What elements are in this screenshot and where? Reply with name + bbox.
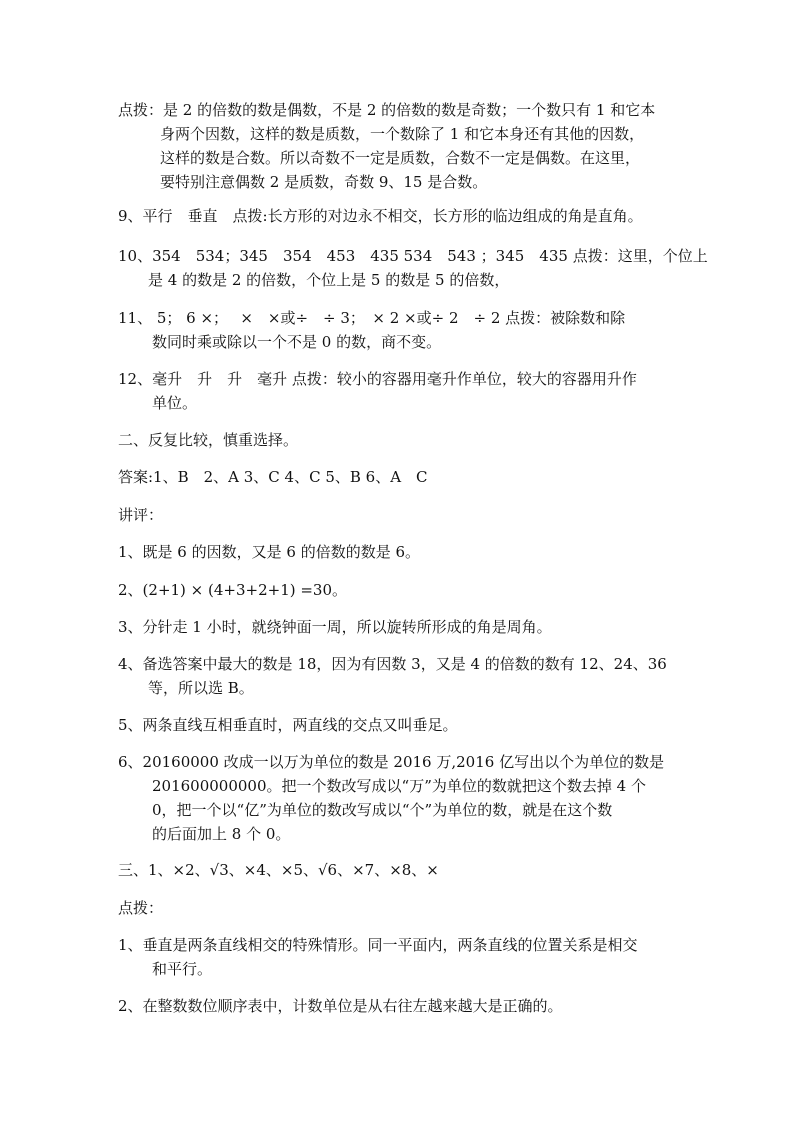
answer-item-9 [118, 204, 678, 228]
text-line: 和平行。 [152, 960, 213, 978]
text-line: 6、20160000 改成一以万为单位的数是 2016 万,2016 亿写出以个为单位的数是 [118, 753, 665, 771]
text-line: 2、在整数数位顺序表中，计数单位是从右往左越来越大是正确的。 [118, 997, 563, 1015]
answer-item-10 [118, 244, 708, 292]
text-line: 答案:1、B 2、A 3、C 4、C 5、B 6、A C [118, 468, 428, 486]
text-line: 4、备选答案中最大的数是 18，因为有因数 3，又是 4 的倍数的数有 12、24、36 [118, 655, 667, 673]
text-line: 等，所以选 B。 [148, 679, 254, 697]
text-line: 0，把一个以“亿”为单位的数改写成以“个”为单位的数，就是在这个数 [152, 801, 613, 819]
text-line: 1、垂直是两条直线相交的特殊情形。同一平面内，两条直线的位置关系是相交 [118, 936, 638, 954]
text-line: 的后面加上 8 个 0。 [152, 825, 291, 843]
commentary-item-3 [118, 615, 678, 639]
commentary-item-4 [118, 652, 678, 700]
text-line: 9、平行 垂直 点拨:长方形的对边永不相交，长方形的临边组成的角是直角。 [118, 207, 643, 225]
answer-key-line [118, 465, 678, 489]
section-heading-2 [118, 428, 678, 452]
section-3-answers [118, 858, 678, 882]
commentary-item-2 [118, 578, 678, 602]
text-line: 201600000000。把一个数改写成以“万”为单位的数就把这个数去掉 4 个 [152, 777, 646, 795]
text-line: 点拨：是 2 的倍数的数是偶数，不是 2 的倍数的数是奇数；一个数只有 1 和它本 [118, 101, 656, 119]
commentary-item-6 [118, 750, 678, 846]
text-line: 2、(2+1) × (4+3+2+1) =30。 [118, 581, 348, 599]
text-line: 二、反复比较，慎重选择。 [118, 431, 299, 449]
text-line: 数同时乘或除以一个不是 0 的数，商不变。 [152, 333, 442, 351]
text-line: 10、354 534；345 354 453 435 534 543 ；345 435 点拨：这里，个位上 [118, 247, 708, 265]
text-line: 3、分针走 1 小时，就绕钟面一周，所以旋转所形成的角是周角。 [118, 618, 552, 636]
text-line: 1、既是 6 的因数，又是 6 的倍数的数是 6。 [118, 543, 421, 561]
text-line: 三、1、×2、√3、×4、×5、√6、×7、×8、× [118, 861, 439, 879]
answer-item-11 [118, 306, 678, 354]
tip-paragraph-parity [118, 98, 678, 194]
text-line: 是 4 的数是 2 的倍数，个位上是 5 的数是 5 的倍数， [148, 271, 510, 289]
tip-item-2 [118, 994, 678, 1018]
text-line: 12、毫升 升 升 毫升 点拨：较小的容器用毫升作单位，较大的容器用升作 [118, 370, 637, 388]
commentary-item-5 [118, 713, 678, 737]
text-line: 点拨： [118, 899, 164, 917]
text-line: 讲评： [118, 506, 164, 524]
commentary-item-1 [118, 540, 678, 564]
text-line: 身两个因数，这样的数是质数，一个数除了 1 和它本身还有其他的因数， [160, 125, 645, 143]
answer-item-12 [118, 367, 678, 415]
tip-item-1 [118, 933, 678, 981]
commentary-label [118, 503, 678, 527]
text-line: 单位。 [152, 394, 198, 412]
text-line: 这样的数是合数。所以奇数不一定是质数，合数不一定是偶数。在这里， [160, 149, 641, 167]
text-line: 要特别注意偶数 2 是质数，奇数 9、15 是合数。 [160, 173, 488, 191]
text-line: 5、两条直线互相垂直时，两直线的交点又叫垂足。 [118, 716, 458, 734]
tips-label [118, 896, 678, 920]
text-line: 11、 5； 6 ×； × ×或÷ ÷ 3； × 2 ×或÷ 2 ÷ 2 点拨：被除数和除 [118, 309, 626, 327]
